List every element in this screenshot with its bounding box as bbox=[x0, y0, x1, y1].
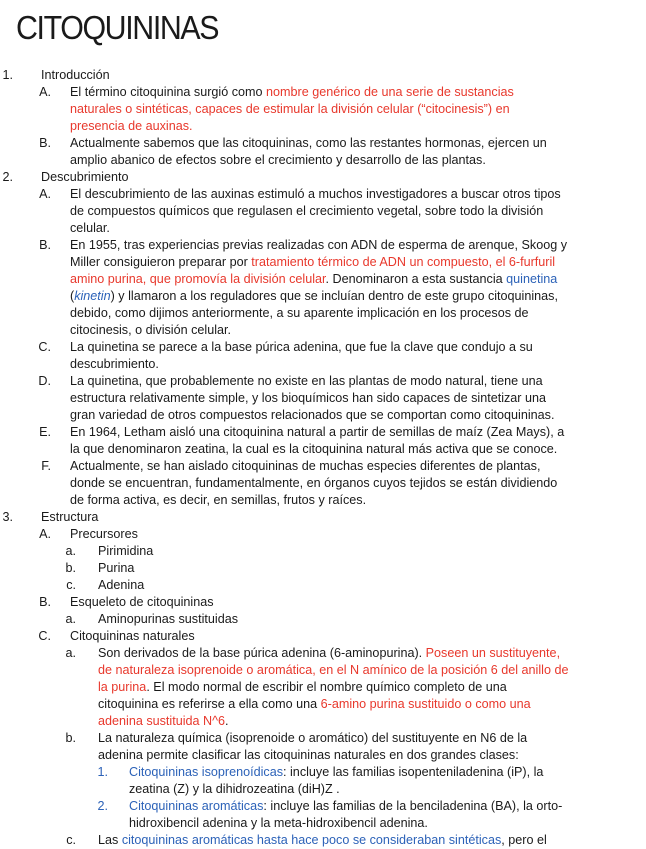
highlight-red: adenina sustituida N^6 bbox=[98, 714, 226, 728]
item-marker: A. bbox=[39, 187, 51, 201]
paragraph-line: Son derivados de la base púrica adenina (6-aminopurina). Poseen un sustituyente, bbox=[98, 646, 561, 660]
paragraph-line: En 1964, Letham aisló una citoquinina natural a partir de semillas de maíz (Zea Mays), a bbox=[70, 425, 565, 439]
paragraph-line: La quinetina se parece a la base púrica adenina, que fue la clave que condujo a su bbox=[70, 340, 533, 354]
paragraph-line: Miller consiguieron preparar por tratamiento térmico de ADN un compuesto, el 6-furfuril bbox=[70, 255, 556, 269]
section-heading-descubrimiento: Descubrimiento bbox=[41, 170, 129, 184]
paragraph-line: Citoquininas isoprenoídicas: incluye las familias isopenteniladenina (iP), la bbox=[129, 765, 544, 779]
paragraph-line: Citoquininas aromáticas: incluye las familias de la benciladenina (BA), la orto- bbox=[129, 799, 563, 813]
paragraph-line: citoquinina es referirse a ella como una 6-amino purina sustituido o como una bbox=[98, 697, 531, 711]
highlight-red: Poseen un sustituyente, bbox=[425, 646, 561, 660]
paragraph-line: El término citoquinina surgió como nombre genérico de una serie de sustancias bbox=[70, 85, 514, 99]
paragraph-line: amino purina, que promovía la división celular. Denominaron a esta sustancia quinetina bbox=[70, 272, 558, 286]
numbered-marker: 2. bbox=[97, 799, 108, 813]
paragraph-line: debido, como dijimos anteriormente, a su aparente implicación en los procesos de bbox=[70, 306, 529, 320]
list-marker: a. bbox=[65, 544, 76, 558]
item-marker: B. bbox=[39, 595, 51, 609]
paragraph-line: de forma activa, es decir, en semillas, frutos y raíces. bbox=[70, 493, 367, 507]
paragraph-line: Las citoquininas aromáticas hasta hace poco se consideraban sintéticas, pero el bbox=[98, 833, 547, 847]
paragraph-line: adenina sustituida N^6. bbox=[98, 714, 229, 728]
paragraph-line: La quinetina, que probablemente no existe en las plantas de modo natural, tiene una bbox=[70, 374, 543, 388]
paragraph-line: La naturaleza química (isoprenoide o aromático) del sustituyente en N6 de la bbox=[98, 731, 528, 745]
paragraph-line: naturales o sintéticas, capaces de estimular la división celular (“citocinesis”) en bbox=[70, 102, 510, 116]
highlight-red: nombre genérico de una serie de sustancias bbox=[266, 85, 514, 99]
highlight-blue: Citoquininas aromáticas bbox=[129, 799, 264, 813]
highlight-red: amino purina, que promovía la división celular bbox=[70, 272, 326, 286]
list-item: Aminopurinas sustituidas bbox=[98, 612, 239, 626]
highlight-red: la purina bbox=[98, 680, 147, 694]
list-marker: b. bbox=[65, 731, 76, 745]
list-item: Purina bbox=[98, 561, 135, 575]
item-marker: B. bbox=[39, 136, 51, 150]
paragraph-line: En 1955, tras experiencias previas realizadas con ADN de esperma de arenque, Skoog y bbox=[70, 238, 568, 252]
paragraph-line: citocinesis, o división celular. bbox=[70, 323, 231, 337]
paragraph-line: la purina. El modo normal de escribir el nombre químico completo de una bbox=[98, 680, 507, 694]
paragraph-line: descubrimiento. bbox=[70, 357, 159, 371]
item-marker: C. bbox=[38, 629, 51, 643]
paragraph-line: (kinetin) y llamaron a los reguladores que se incluían dentro de este grupo citoquininas, bbox=[70, 289, 558, 303]
numbered-marker: 1. bbox=[97, 765, 108, 779]
item-marker: F. bbox=[41, 459, 51, 473]
list-item: Pirimidina bbox=[98, 544, 154, 558]
list-marker: a. bbox=[65, 646, 76, 660]
highlight-red: 6-amino purina sustituido o como una bbox=[320, 697, 531, 711]
paragraph-line: celular. bbox=[70, 221, 110, 235]
paragraph-line: estructura relativamente simple, y los bioquímicos han sido capaces de sintetizar una bbox=[70, 391, 547, 405]
item-marker: C. bbox=[38, 340, 51, 354]
highlight-blue: citoquininas aromáticas hasta hace poco se consideraban sintéticas bbox=[121, 833, 502, 847]
highlight-blue-italic: kinetin bbox=[74, 289, 111, 303]
list-marker: c. bbox=[66, 578, 76, 592]
item-marker: D. bbox=[38, 374, 51, 388]
list-marker: a. bbox=[65, 612, 76, 626]
page-title: CITOQUININAS bbox=[16, 9, 219, 46]
paragraph-line: presencia de auxinas. bbox=[70, 119, 193, 133]
item-marker: A. bbox=[39, 527, 51, 541]
section-marker: 2. bbox=[2, 170, 13, 184]
paragraph-line: donde se encuentran, fundamentalmente, en órganos cuyos tejidos se están dividiendo bbox=[70, 476, 558, 490]
section-marker: 1. bbox=[2, 68, 13, 82]
paragraph-line: El descubrimiento de las auxinas estimuló a muchos investigadores a buscar otros tipos bbox=[70, 187, 561, 201]
paragraph-line: Actualmente sabemos que las citoquininas, como las restantes hormonas, ejercen un bbox=[70, 136, 547, 150]
list-marker: b. bbox=[65, 561, 76, 575]
section-heading-estructura: Estructura bbox=[41, 510, 99, 524]
item-marker: A. bbox=[39, 85, 51, 99]
highlight-red: tratamiento térmico de ADN un compuesto, el 6-furfuril bbox=[251, 255, 556, 269]
item-marker: E. bbox=[39, 425, 51, 439]
subsection-label: Esqueleto de citoquininas bbox=[70, 595, 214, 609]
section-heading-introduccion: Introducción bbox=[41, 68, 110, 82]
paragraph-line: de compuestos químicos que regulasen el crecimiento vegetal, sobre todo la división bbox=[70, 204, 544, 218]
item-marker: B. bbox=[39, 238, 51, 252]
paragraph-line: de naturaleza isoprenoide o aromática, en el N amínico de la posición 6 del anillo de bbox=[98, 663, 569, 677]
section-marker: 3. bbox=[2, 510, 13, 524]
subsection-label: Citoquininas naturales bbox=[70, 629, 195, 643]
highlight-blue: quinetina bbox=[506, 272, 558, 286]
paragraph-line: la que denominaron zeatina, la cual es la citoquinina natural más activa que se conoce. bbox=[70, 442, 558, 456]
paragraph-line: adenina permite clasificar las citoquininas naturales en dos grandes clases: bbox=[98, 748, 519, 762]
paragraph-line: amplio abanico de efectos sobre el crecimiento y desarrollo de las plantas. bbox=[70, 153, 486, 167]
highlight-blue: Citoquininas isoprenoídicas bbox=[129, 765, 284, 779]
paragraph-line: Actualmente, se han aislado citoquininas de muchas especies diferentes de plantas, bbox=[70, 459, 541, 473]
subsection-label: Precursores bbox=[70, 527, 138, 541]
list-item: Adenina bbox=[98, 578, 145, 592]
list-marker: c. bbox=[66, 833, 76, 847]
paragraph-line: hidroxibencil adenina y la meta-hidroxibencil adenina. bbox=[129, 816, 428, 830]
paragraph-line: gran variedad de otros compuestos relacionados que se comportan como citoquininas. bbox=[70, 408, 555, 422]
paragraph-line: zeatina (Z) y la dihidrozeatina (diH)Z . bbox=[129, 782, 340, 796]
